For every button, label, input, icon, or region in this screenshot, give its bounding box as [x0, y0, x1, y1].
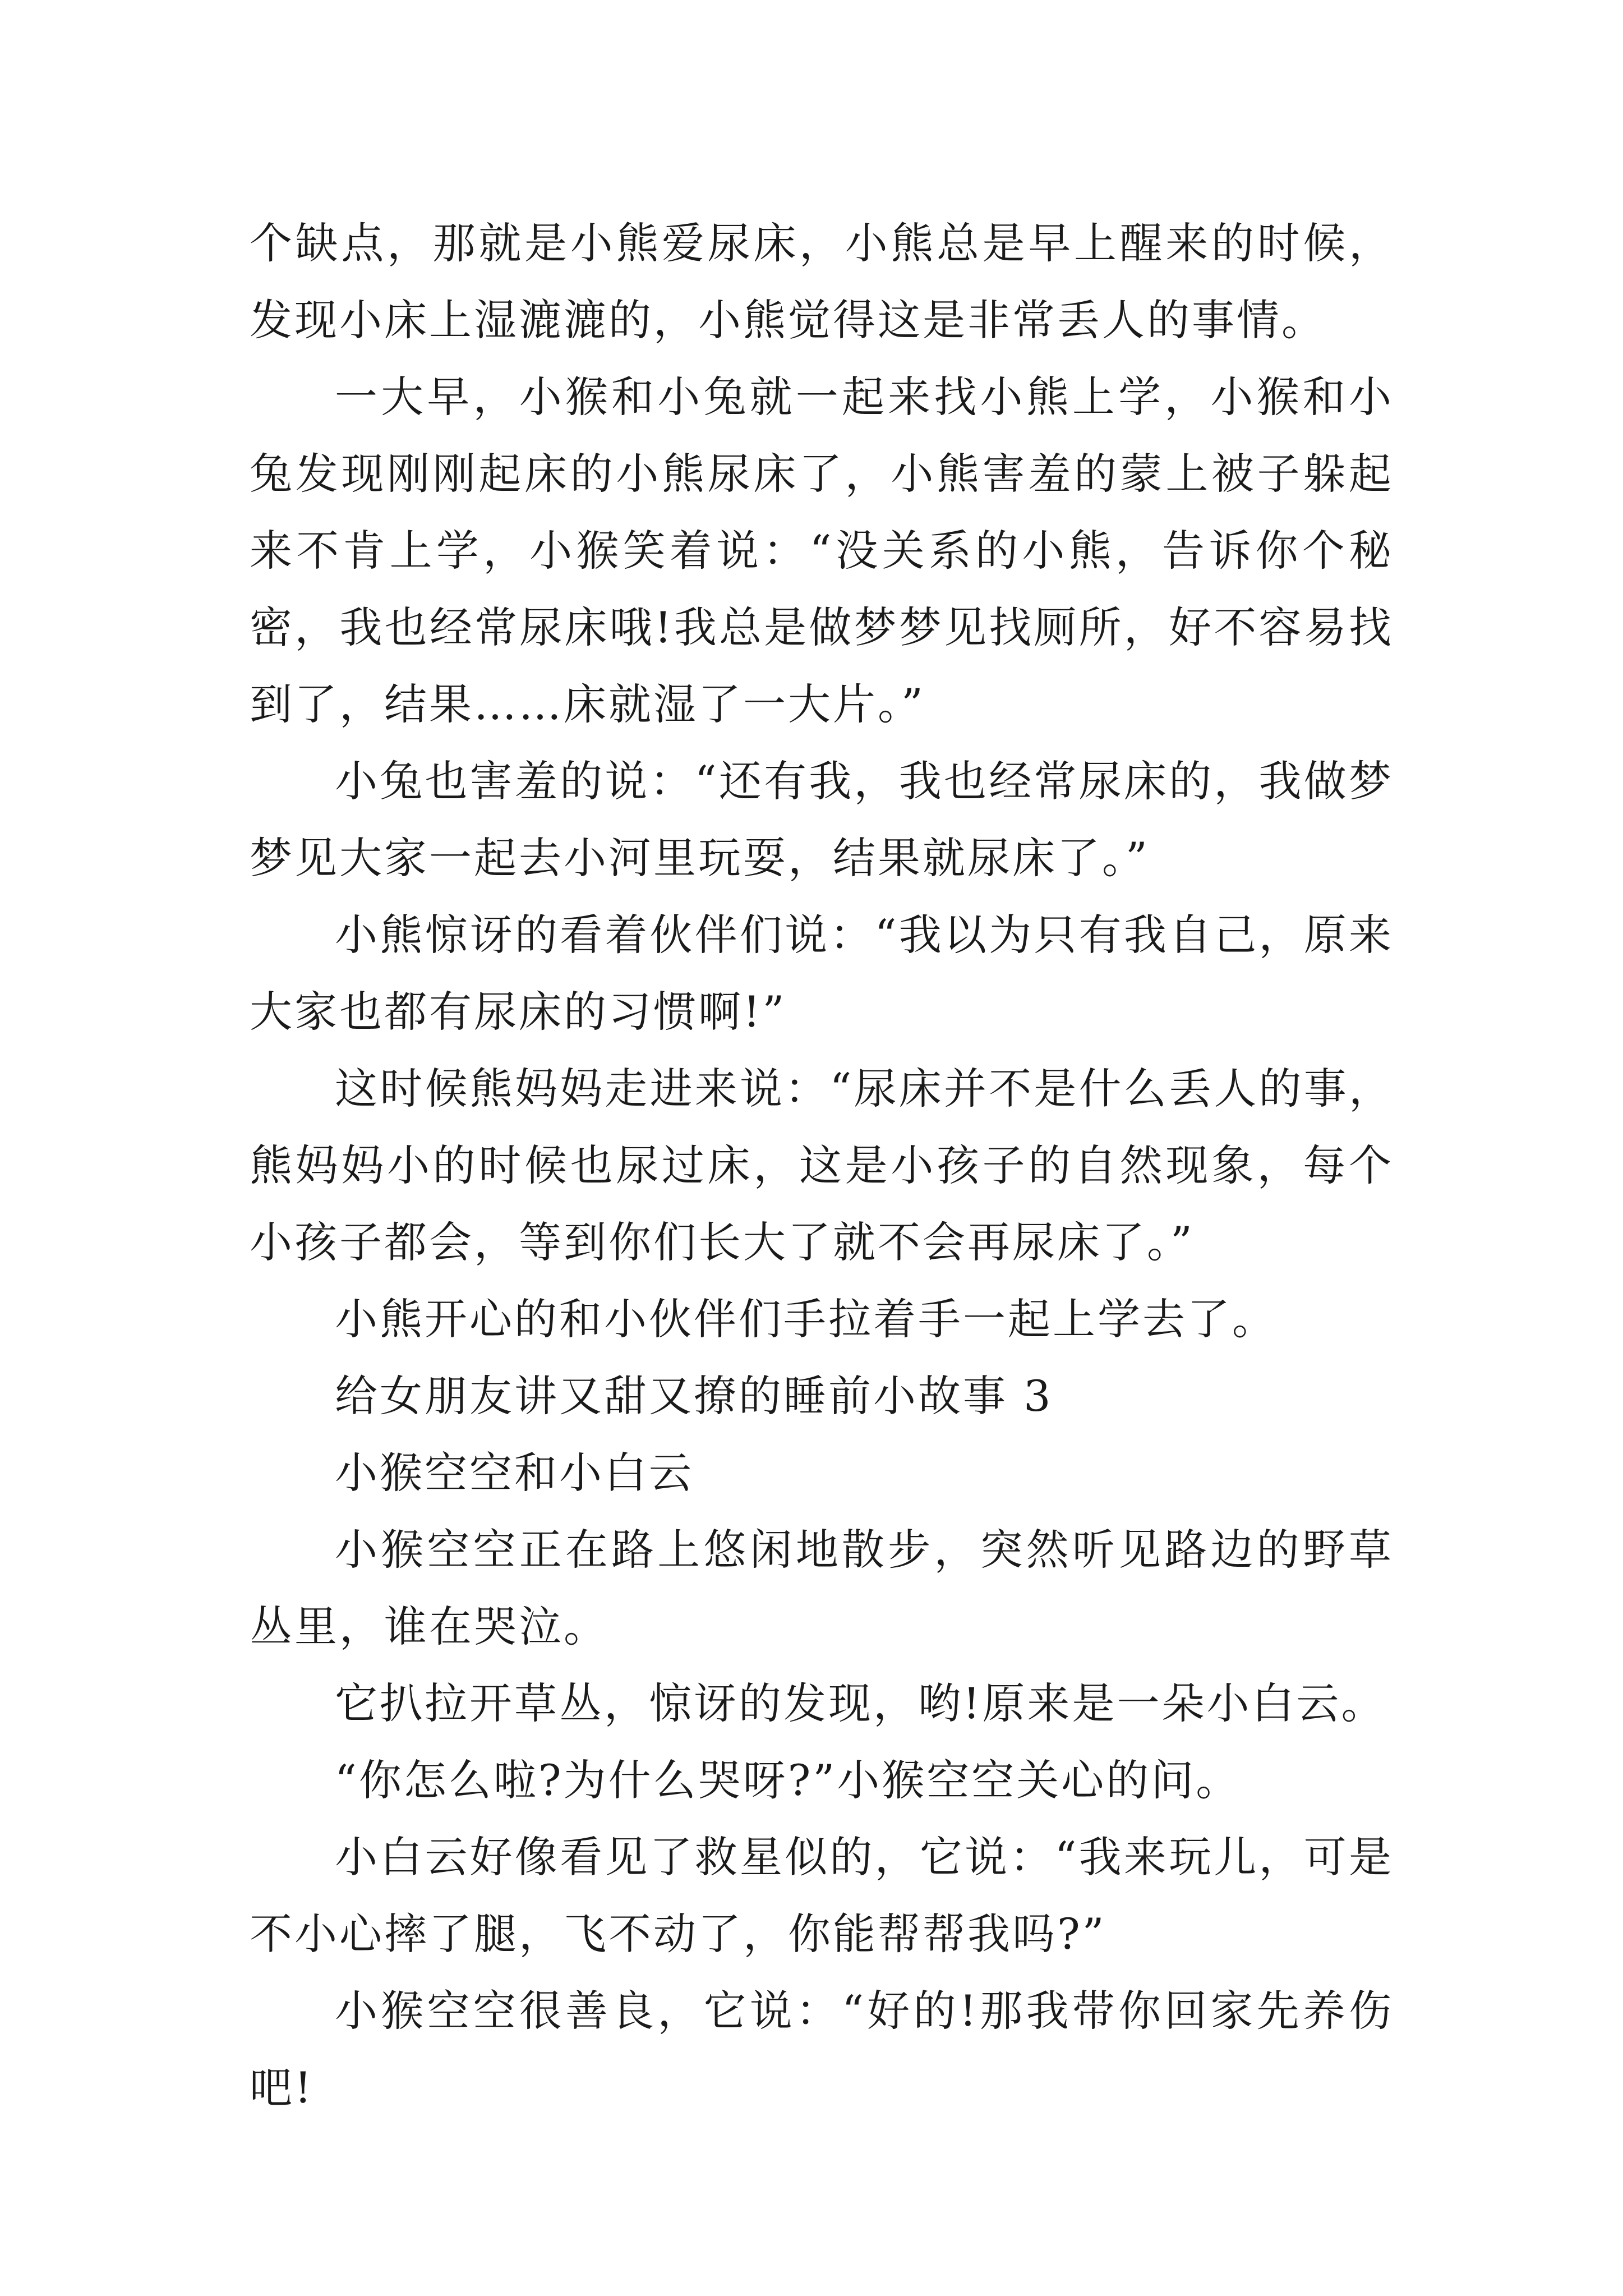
paragraph: 小熊惊讶的看着伙伴们说：“我以为只有我自己，原来大家也都有尿床的习惯啊!”: [250, 910, 1394, 1037]
paragraph: 小熊开心的和小伙伴们手拉着手一起上学去了。: [335, 1294, 1277, 1344]
section-heading: 给女朋友讲又甜又撩的睡前小故事 3: [335, 1371, 1053, 1421]
paragraph: 小猴空空正在路上悠闲地散步，突然听见路边的野草丛里，谁在哭泣。: [250, 1525, 1394, 1651]
paragraph: 个缺点，那就是小熊爱尿床，小熊总是早上醒来的时候，发现小床上湿漉漉的，小熊觉得这是非常丢人的事情。: [250, 218, 1394, 345]
paragraph: 小猴空空很善良，它说：“好的!那我带你回家先养伤吧!: [250, 1986, 1394, 2113]
story-title: 小猴空空和小白云: [335, 1448, 694, 1498]
paragraph: 小白云好像看见了救星似的，它说：“我来玩儿，可是不小心摔了腿，飞不动了，你能帮帮我吗?”: [250, 1832, 1394, 1959]
paragraph: 它扒拉开草丛，惊讶的发现，哟!原来是一朵小白云。: [335, 1678, 1386, 1728]
paragraph: “你怎么啦?为什么哭呀?”小猴空空关心的问。: [335, 1755, 1241, 1805]
paragraph: 这时候熊妈妈走进来说：“尿床并不是什么丢人的事，熊妈妈小的时候也尿过床，这是小孩子的自然现象，每个小孩子都会，等到你们长大了就不会再尿床了。”: [250, 1064, 1394, 1267]
paragraph: 小兔也害羞的说：“还有我，我也经常尿床的，我做梦梦见大家一起去小河里玩耍，结果就尿床了。”: [250, 756, 1394, 883]
paragraph: 一大早，小猴和小兔就一起来找小熊上学，小猴和小兔发现刚刚起床的小熊尿床了，小熊害羞的蒙上被子躲起来不肯上学，小猴笑着说：“没关系的小熊，告诉你个秘密，我也经常尿床哦!我总是做梦梦见找厕所，好不容易找到了，结果……床就湿了一大片。”: [250, 372, 1394, 729]
document-body: [250, 205, 1394, 2126]
